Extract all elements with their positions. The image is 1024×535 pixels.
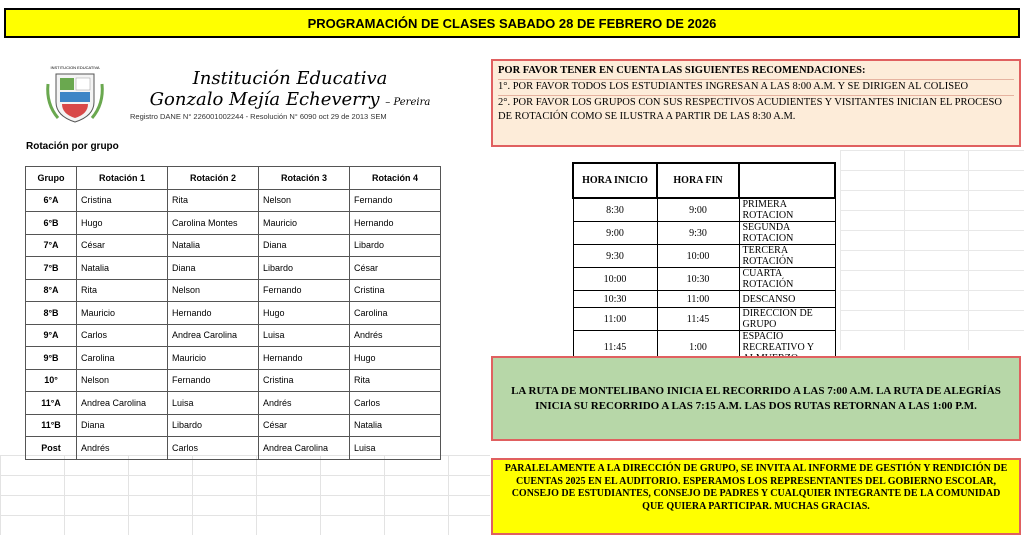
rotation-cell: Andrés xyxy=(259,392,350,415)
header-rotacion-1: Rotación 1 xyxy=(77,167,168,190)
group-cell: 9°A xyxy=(26,324,77,347)
header-hora-inicio: HORA INICIO xyxy=(573,163,657,198)
rotation-cell: Mauricio xyxy=(77,302,168,325)
group-cell: Post xyxy=(26,437,77,460)
rotation-cell: Carlos xyxy=(168,437,259,460)
table-row xyxy=(26,279,441,302)
rotation-cell: Carolina Montes xyxy=(168,212,259,235)
rotation-cell: Cristina xyxy=(77,189,168,212)
activity-cell: CUARTA ROTACIÓN xyxy=(739,268,835,291)
group-cell: 9°B xyxy=(26,347,77,370)
rotation-cell: Hugo xyxy=(77,212,168,235)
rotation-cell: Fernando xyxy=(259,279,350,302)
rotation-cell: Natalia xyxy=(77,257,168,280)
rotation-cell: Diana xyxy=(168,257,259,280)
table-row xyxy=(26,414,441,437)
rotation-cell: Hernando xyxy=(350,212,441,235)
start-time-cell: 9:00 xyxy=(573,222,657,245)
rotation-cell: Nelson xyxy=(259,189,350,212)
rotation-cell: Mauricio xyxy=(259,212,350,235)
schedule-row xyxy=(573,222,835,245)
group-cell: 6°A xyxy=(26,189,77,212)
header-rotacion-3: Rotación 3 xyxy=(259,167,350,190)
group-cell: 8°A xyxy=(26,279,77,302)
rotation-cell: César xyxy=(259,414,350,437)
schedule-row xyxy=(573,291,835,308)
rotation-cell: Andrea Carolina xyxy=(168,324,259,347)
institution-line1: Institución Educativa xyxy=(192,68,388,89)
rotation-label: Rotación por grupo xyxy=(26,141,119,152)
table-row xyxy=(26,234,441,257)
header-hora-fin: HORA FIN xyxy=(657,163,739,198)
start-time-cell: 10:30 xyxy=(573,291,657,308)
rotation-cell: Libardo xyxy=(350,234,441,257)
activity-cell: DIRECCION DE GRUPO xyxy=(739,308,835,331)
table-row xyxy=(26,324,441,347)
table-row xyxy=(26,437,441,460)
activity-cell: DESCANSO xyxy=(739,291,835,308)
rotation-cell: Luisa xyxy=(350,437,441,460)
rotation-cell: Rita xyxy=(168,189,259,212)
rotation-cell: Nelson xyxy=(168,279,259,302)
recommendation-1: 1°. POR FAVOR TODOS LOS ESTUDIANTES INGRESAN A LAS 8:00 A.M. Y SE DIRIGEN AL COLISEO xyxy=(498,79,1014,94)
rotation-cell: Cristina xyxy=(350,279,441,302)
group-cell: 8°B xyxy=(26,302,77,325)
rotation-cell: Diana xyxy=(77,414,168,437)
table-row xyxy=(26,189,441,212)
end-time-cell: 9:00 xyxy=(657,198,739,222)
institution-line2 xyxy=(140,89,440,113)
schedule-header-row xyxy=(573,163,835,198)
institution-shield-icon xyxy=(44,64,106,124)
route-notice: LA RUTA DE MONTELIBANO INICIA EL RECORRIDO A LAS 7:00 A.M. LA RUTA DE ALEGRÍAS INICIA SU RECORRIDO A LAS 7:15 A.M. LAS DOS RUTAS RETORNAN A LAS 1:00 P.M. xyxy=(491,356,1021,441)
rotation-cell: Libardo xyxy=(168,414,259,437)
table-row xyxy=(26,257,441,280)
registro-text: Registro DANE N° 226001002244 - Resolución N° 6090 oct 29 de 2013 SEM xyxy=(130,112,387,121)
institution-name-main: Gonzalo Mejía Echeverry xyxy=(149,89,380,110)
rotation-cell: Luisa xyxy=(259,324,350,347)
rotation-cell: Carolina xyxy=(77,347,168,370)
header-grupo: Grupo xyxy=(26,167,77,190)
rotation-cell: Rita xyxy=(350,369,441,392)
start-time-cell: 11:00 xyxy=(573,308,657,331)
rotation-table xyxy=(25,166,441,460)
activity-cell: ESPACIO RECREATIVO Y xyxy=(739,331,835,365)
end-time-cell: 1:00 xyxy=(657,331,739,365)
rotation-cell: Luisa xyxy=(168,392,259,415)
schedule-row xyxy=(573,198,835,222)
rotation-cell: César xyxy=(350,257,441,280)
schedule-row xyxy=(573,268,835,291)
rotation-cell: Fernando xyxy=(350,189,441,212)
group-cell: 7°B xyxy=(26,257,77,280)
table-row xyxy=(26,347,441,370)
rotation-cell: Carlos xyxy=(77,324,168,347)
logo-text: INSTITUCION EDUCATIVA xyxy=(50,65,100,70)
page-title: PROGRAMACIÓN DE CLASES SABADO 28 DE FEBRERO DE 2026 xyxy=(4,8,1020,38)
header-rotacion-4: Rotación 4 xyxy=(350,167,441,190)
rotation-cell: Andrés xyxy=(350,324,441,347)
group-cell: 11°B xyxy=(26,414,77,437)
rotation-cell: Hernando xyxy=(168,302,259,325)
rotation-cell: Fernando xyxy=(168,369,259,392)
rotation-cell: Hugo xyxy=(259,302,350,325)
rotation-cell: Libardo xyxy=(259,257,350,280)
rotation-cell: Carolina xyxy=(350,302,441,325)
start-time-cell: 10:00 xyxy=(573,268,657,291)
rotation-cell: Diana xyxy=(259,234,350,257)
recommendations-box xyxy=(491,59,1021,147)
rotation-cell: Mauricio xyxy=(168,347,259,370)
activity-cell: SEGUNDA ROTACION xyxy=(739,222,835,245)
start-time-cell: 8:30 xyxy=(573,198,657,222)
rotation-cell: Natalia xyxy=(350,414,441,437)
schedule-row xyxy=(573,245,835,268)
end-time-cell: 10:00 xyxy=(657,245,739,268)
recommendation-2: 2°. POR FAVOR LOS GRUPOS CON SUS RESPECTIVOS ACUDIENTES Y VISITANTES INICIAN EL PROCESO DE ROTACIÓN COMO SE ILUSTRA A PARTIR DE LAS 8:30 A.M. xyxy=(498,95,1014,124)
rotation-cell: Cristina xyxy=(259,369,350,392)
end-time-cell: 11:00 xyxy=(657,291,739,308)
end-time-cell: 11:45 xyxy=(657,308,739,331)
schedule-table xyxy=(572,162,836,365)
group-cell: 6°B xyxy=(26,212,77,235)
table-row xyxy=(26,369,441,392)
recommendations-heading: POR FAVOR TENER EN CUENTA LAS SIGUIENTES RECOMENDACIONES: xyxy=(498,65,866,76)
schedule-row xyxy=(573,308,835,331)
rotation-cell: Hugo xyxy=(350,347,441,370)
table-row xyxy=(26,302,441,325)
rotation-cell: Natalia xyxy=(168,234,259,257)
group-cell: 10° xyxy=(26,369,77,392)
start-time-cell: 11:45 xyxy=(573,331,657,365)
table-row xyxy=(26,392,441,415)
activity-cell: PRIMERA ROTACION xyxy=(739,198,835,222)
sheet-gridlines xyxy=(0,455,490,535)
group-cell: 7°A xyxy=(26,234,77,257)
rotation-cell: Hernando xyxy=(259,347,350,370)
group-cell: 11°A xyxy=(26,392,77,415)
institution-city: – Pereira xyxy=(385,97,431,108)
end-time-cell: 9:30 xyxy=(657,222,739,245)
sheet-gridlines-right xyxy=(840,150,1024,350)
header-rotacion-2: Rotación 2 xyxy=(168,167,259,190)
rotation-cell: Andrea Carolina xyxy=(259,437,350,460)
rotation-cell: Andrés xyxy=(77,437,168,460)
rotation-cell: César xyxy=(77,234,168,257)
rotation-cell: Rita xyxy=(77,279,168,302)
rotation-header-row xyxy=(26,167,441,190)
institution-name xyxy=(140,68,440,113)
end-time-cell: 10:30 xyxy=(657,268,739,291)
activity-cell: TERCERA ROTACIÓN xyxy=(739,245,835,268)
parallel-notice: PARALELAMENTE A LA DIRECCIÓN DE GRUPO, SE INVITA AL INFORME DE GESTIÓN Y RENDICIÓN DE CUENTAS 2025 EN EL AUDITORIO. ESPERAMOS LOS REPRESENTANTES DEL GOBIERNO ESCOLAR, CONSEJO DE ESTUDIANTES, CONSEJO DE PADRES Y CUALQUIER INTEGRANTE DE LA COMUNIDAD QUE QUIERA PARTICIPAR. MUCHAS GRACIAS. xyxy=(491,458,1021,535)
header-activity xyxy=(739,163,835,198)
rotation-cell: Carlos xyxy=(350,392,441,415)
rotation-cell: Nelson xyxy=(77,369,168,392)
start-time-cell: 9:30 xyxy=(573,245,657,268)
rotation-cell: Andrea Carolina xyxy=(77,392,168,415)
table-row xyxy=(26,212,441,235)
